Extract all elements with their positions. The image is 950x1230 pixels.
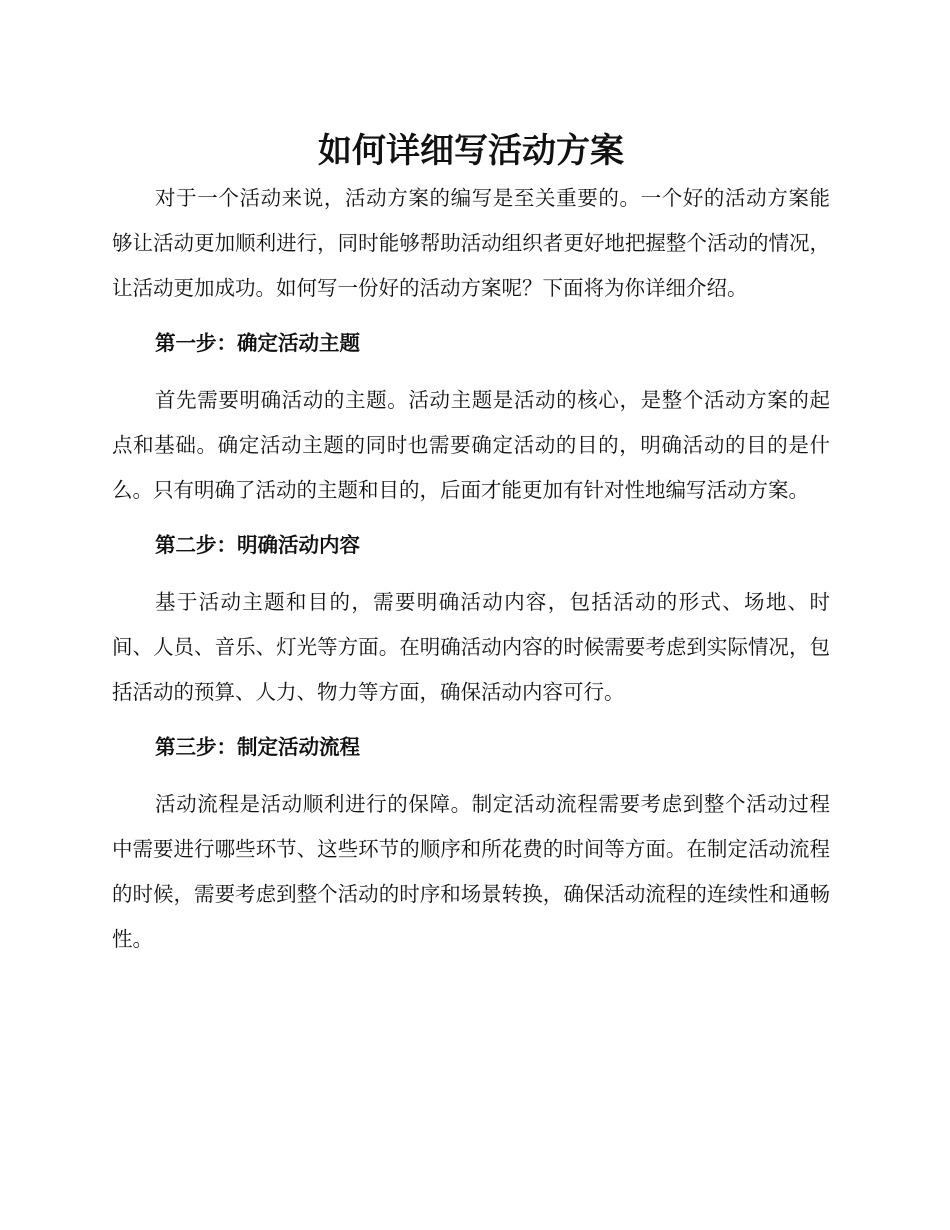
section-heading-step-2: 第二步：明确活动内容 [155, 533, 360, 557]
document-page [112, 128, 830, 962]
section-body-step-3: 活动流程是活动顺利进行的保障。制定活动流程需要考虑到整个活动过程中需要进行哪些环节、这些环节的顺序和所花费的时间等方面。在制定活动流程的时候，需要考虑到整个活动的时序和场景转换，确保活动流程的连续性和通畅性。 [112, 792, 830, 951]
intro-paragraph: 对于一个活动来说，活动方案的编写是至关重要的。一个好的活动方案能够让活动更加顺利进行，同时能够帮助活动组织者更好地把握整个活动的情况，让活动更加成功。如何写一份好的活动方案呢？下面将为你详细介绍。 [112, 186, 830, 300]
section-body-step-2: 基于活动主题和目的，需要明确活动内容，包括活动的形式、场地、时间、人员、音乐、灯光等方面。在明确活动内容的时候需要考虑到实际情况，包括活动的预算、人力、物力等方面，确保活动内容可行。 [112, 590, 830, 704]
section-heading-step-1: 第一步：确定活动主题 [155, 331, 360, 355]
document-title: 如何详细写活动方案 [318, 131, 624, 171]
section-body-step-1: 首先需要明确活动的主题。活动主题是活动的核心，是整个活动方案的起点和基础。确定活动主题的同时也需要确定活动的目的，明确活动的目的是什么。只有明确了活动的主题和目的，后面才能更加有针对性地编写活动方案。 [112, 388, 830, 502]
section-heading-step-3: 第三步：制定活动流程 [155, 735, 360, 759]
